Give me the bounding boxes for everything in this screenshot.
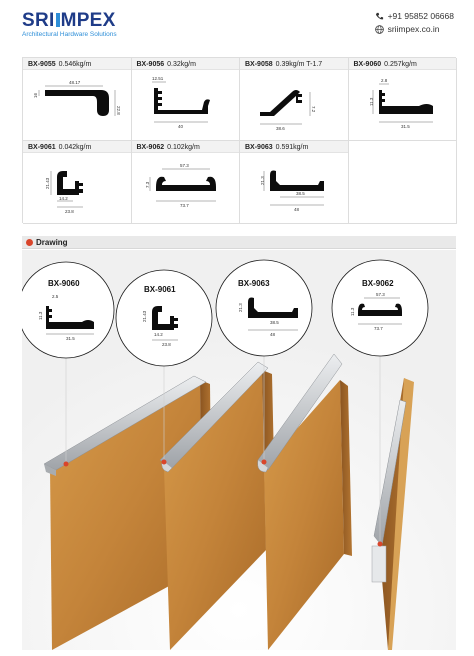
- bullet-icon: [26, 239, 33, 246]
- profile-drawing-bx9062: [132, 155, 240, 221]
- svg-text:40: 40: [177, 124, 183, 129]
- profile-card-empty: [349, 141, 458, 224]
- website-link[interactable]: sriimpex.co.in: [387, 24, 440, 34]
- svg-text:14.2: 14.2: [59, 196, 68, 201]
- header: [0, 0, 474, 48]
- svg-text:38.6: 38.6: [276, 126, 285, 131]
- svg-text:2.5: 2.5: [52, 294, 59, 299]
- svg-text:73.7: 73.7: [374, 326, 383, 331]
- profile-drawing-bx9063: [240, 155, 348, 221]
- callout-bx9062: [332, 260, 428, 356]
- svg-text:21.3: 21.3: [238, 303, 243, 312]
- svg-text:BX-9062: BX-9062: [362, 279, 394, 288]
- svg-text:11.3: 11.3: [350, 307, 355, 316]
- marker-bx9061: [162, 460, 167, 465]
- callout-bx9063: [216, 260, 312, 356]
- svg-text:48: 48: [270, 332, 276, 337]
- profile-drawing-bx9056: [132, 72, 240, 138]
- contact-block: [375, 10, 454, 36]
- svg-text:31.5: 31.5: [66, 336, 75, 341]
- callout-bx9061: [116, 270, 212, 366]
- svg-text:38.5: 38.5: [270, 320, 279, 325]
- profile-drawing-bx9058: [240, 72, 348, 138]
- svg-text:7.2: 7.2: [311, 106, 316, 113]
- svg-text:23.8: 23.8: [65, 209, 74, 214]
- svg-text:23.8: 23.8: [162, 342, 171, 347]
- svg-text:57.3: 57.3: [179, 163, 189, 168]
- brand-logo: SRI MPEX: [22, 10, 116, 31]
- svg-text:12.51: 12.51: [151, 76, 163, 81]
- marker-bx9063: [262, 460, 267, 465]
- profile-grid: [22, 57, 456, 223]
- marker-bx9060: [64, 462, 69, 467]
- phone-icon: [375, 12, 384, 21]
- svg-text:BX-9063: BX-9063: [238, 279, 270, 288]
- installation-scene: [22, 250, 456, 650]
- svg-text:22.8: 22.8: [116, 106, 121, 115]
- svg-text:21.43: 21.43: [45, 177, 50, 189]
- svg-text:11.3: 11.3: [368, 97, 374, 106]
- callout-bx9060: [22, 262, 114, 358]
- drawing-title: Drawing: [36, 237, 68, 247]
- globe-icon: [375, 25, 384, 34]
- svg-text:21.43: 21.43: [142, 310, 147, 322]
- svg-text:48.17: 48.17: [69, 80, 81, 85]
- svg-text:BX-9060: BX-9060: [48, 279, 80, 288]
- svg-text:21.3: 21.3: [260, 176, 265, 185]
- profile-card-bx9063: BX-9063 0.591kg/m 21.3 38.5 48: [240, 141, 349, 224]
- profile-card-bx9061: BX-9061 0.042kg/m 21.43 14.2 23.8: [23, 141, 132, 224]
- profile-card-bx9056: BX-9056 0.32kg/m 12.51 40: [132, 58, 241, 141]
- profile-card-bx9058: BX-9058 0.39kg/m T-1.7 7.2 38.6: [240, 58, 349, 141]
- logo-i-bar: [56, 13, 60, 27]
- svg-text:11.3: 11.3: [38, 311, 43, 320]
- svg-text:7.3: 7.3: [144, 181, 150, 188]
- svg-text:16: 16: [33, 92, 38, 98]
- svg-text:57.3: 57.3: [376, 292, 385, 297]
- marker-bx9062: [378, 542, 383, 547]
- brand-tagline: Architectural Hardware Solutions: [22, 31, 117, 38]
- installation-illustration: [22, 250, 456, 650]
- website-row: [375, 23, 454, 36]
- profile-drawing-bx9060: [349, 72, 457, 138]
- svg-text:14.2: 14.2: [154, 332, 163, 337]
- svg-text:BX-9061: BX-9061: [144, 285, 176, 294]
- phone-number[interactable]: +91 95852 06668: [387, 11, 454, 21]
- svg-text:2.8: 2.8: [380, 78, 387, 83]
- profile-card-bx9060: BX-9060 0.257kg/m 2.8 11.3 31.5: [349, 58, 458, 141]
- svg-text:48: 48: [294, 207, 300, 212]
- svg-text:31.5: 31.5: [400, 124, 410, 129]
- profile-drawing-bx9055: [23, 72, 131, 138]
- svg-text:73.7: 73.7: [179, 203, 189, 208]
- svg-text:38.5: 38.5: [296, 191, 305, 196]
- profile-card-bx9055: BX-9055 0.546kg/m 48.17 22.8 16: [23, 58, 132, 141]
- profile-card-bx9062: BX-9062 0.102kg/m 57.3 7.3 73.7: [132, 141, 241, 224]
- drawing-section-header: [22, 236, 456, 249]
- profile-drawing-bx9061: [23, 155, 131, 221]
- phone-row: [375, 10, 454, 23]
